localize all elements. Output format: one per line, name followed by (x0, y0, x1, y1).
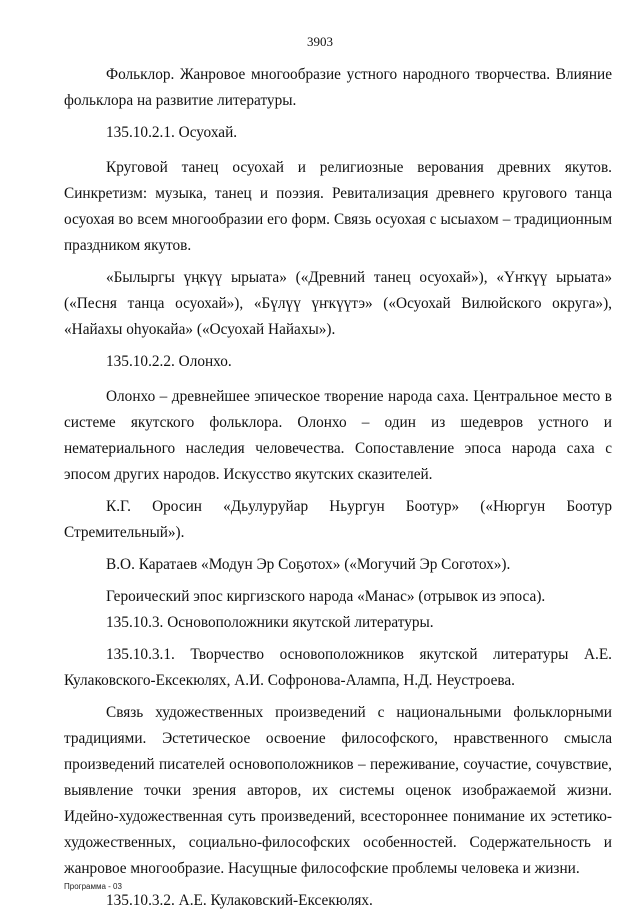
section-heading-founders-works: 135.10.3.1. Творчество основоположников якутской литературы А.Е. Кулаковского-Ексекюлях, А.И. Софронова-Алампа, Н.Д. Неустроева. (64, 646, 612, 689)
paragraph-karataev-work: В.О. Каратаев «Модун Эр Соҕотох» («Могучий Эр Соготох»). (106, 556, 511, 573)
paragraph-orosin-work: К.Г. Оросин «Дьулуруйар Ньургун Боотур» («Нюргун Боотур Стремительный»). (64, 498, 612, 541)
paragraph-osuokhai-works: «Былыргы үңкүү ырыата» («Древний танец осуохай»), «Үҥкүү ырыата» («Песня танца осуохай»), «Бүлүү үҥкүүтэ» («Осуохай Вилюйского округа»), «Найахы оһуокайа» («Осуохай Найахы»). (64, 269, 612, 338)
section-heading-kulakovsky: 135.10.3.2. А.Е. Кулаковский-Ексекюлях. (106, 892, 373, 909)
paragraph-osuokhai-description: Круговой танец осуохай и религиозные верования древних якутов. Синкретизм: музыка, танец и поэзия. Ревитализация древнего кругового танца осуохая во всем многообразии его форм. Связь осуохая с ысыахом – традиционным праздником якутов. (64, 159, 612, 254)
section-heading-osuokhai: 135.10.2.1. Осуохай. (106, 124, 238, 141)
section-heading-founders: 135.10.3. Основоположники якутской литературы. (106, 614, 434, 631)
section-heading-olonkho: 135.10.2.2. Олонхо. (106, 353, 232, 370)
paragraph-founders-description: Связь художественных произведений с национальными фольклорными традициями. Эстетическое освоение философского, нравственного смысла произведений писателей основоположников – переживание, соучастие, сочувствие, выявление точки зрения авторов, их системы оценок изображаемой жизни. Идейно-художественная суть произведений, всестороннее понимание их эстетико-художественных, социально-философских особенностей. Содержательность и жанровое многообразие. Насущные философские проблемы человека и жизни. (64, 704, 612, 877)
paragraph-olonkho-description: Олонхо – древнейшее эпическое творение народа саха. Центральное место в системе якутского фольклора. Олонхо – один из шедевров устного и нематериального наследия человечества. Сопоставление эпоса народа саха с эпосом других народов. Искусство якутских сказителей. (64, 388, 612, 483)
document-body (64, 62, 612, 914)
paragraph-manas-epic: Героический эпос киргизского народа «Манас» (отрывок из эпоса). (106, 588, 546, 605)
paragraph-folklore-intro: Фольклор. Жанровое многообразие устного народного творчества. Влияние фольклора на развитие литературы. (64, 66, 612, 109)
page-number: 3903 (307, 34, 333, 49)
page-footer: Программа - 03 (64, 882, 122, 891)
